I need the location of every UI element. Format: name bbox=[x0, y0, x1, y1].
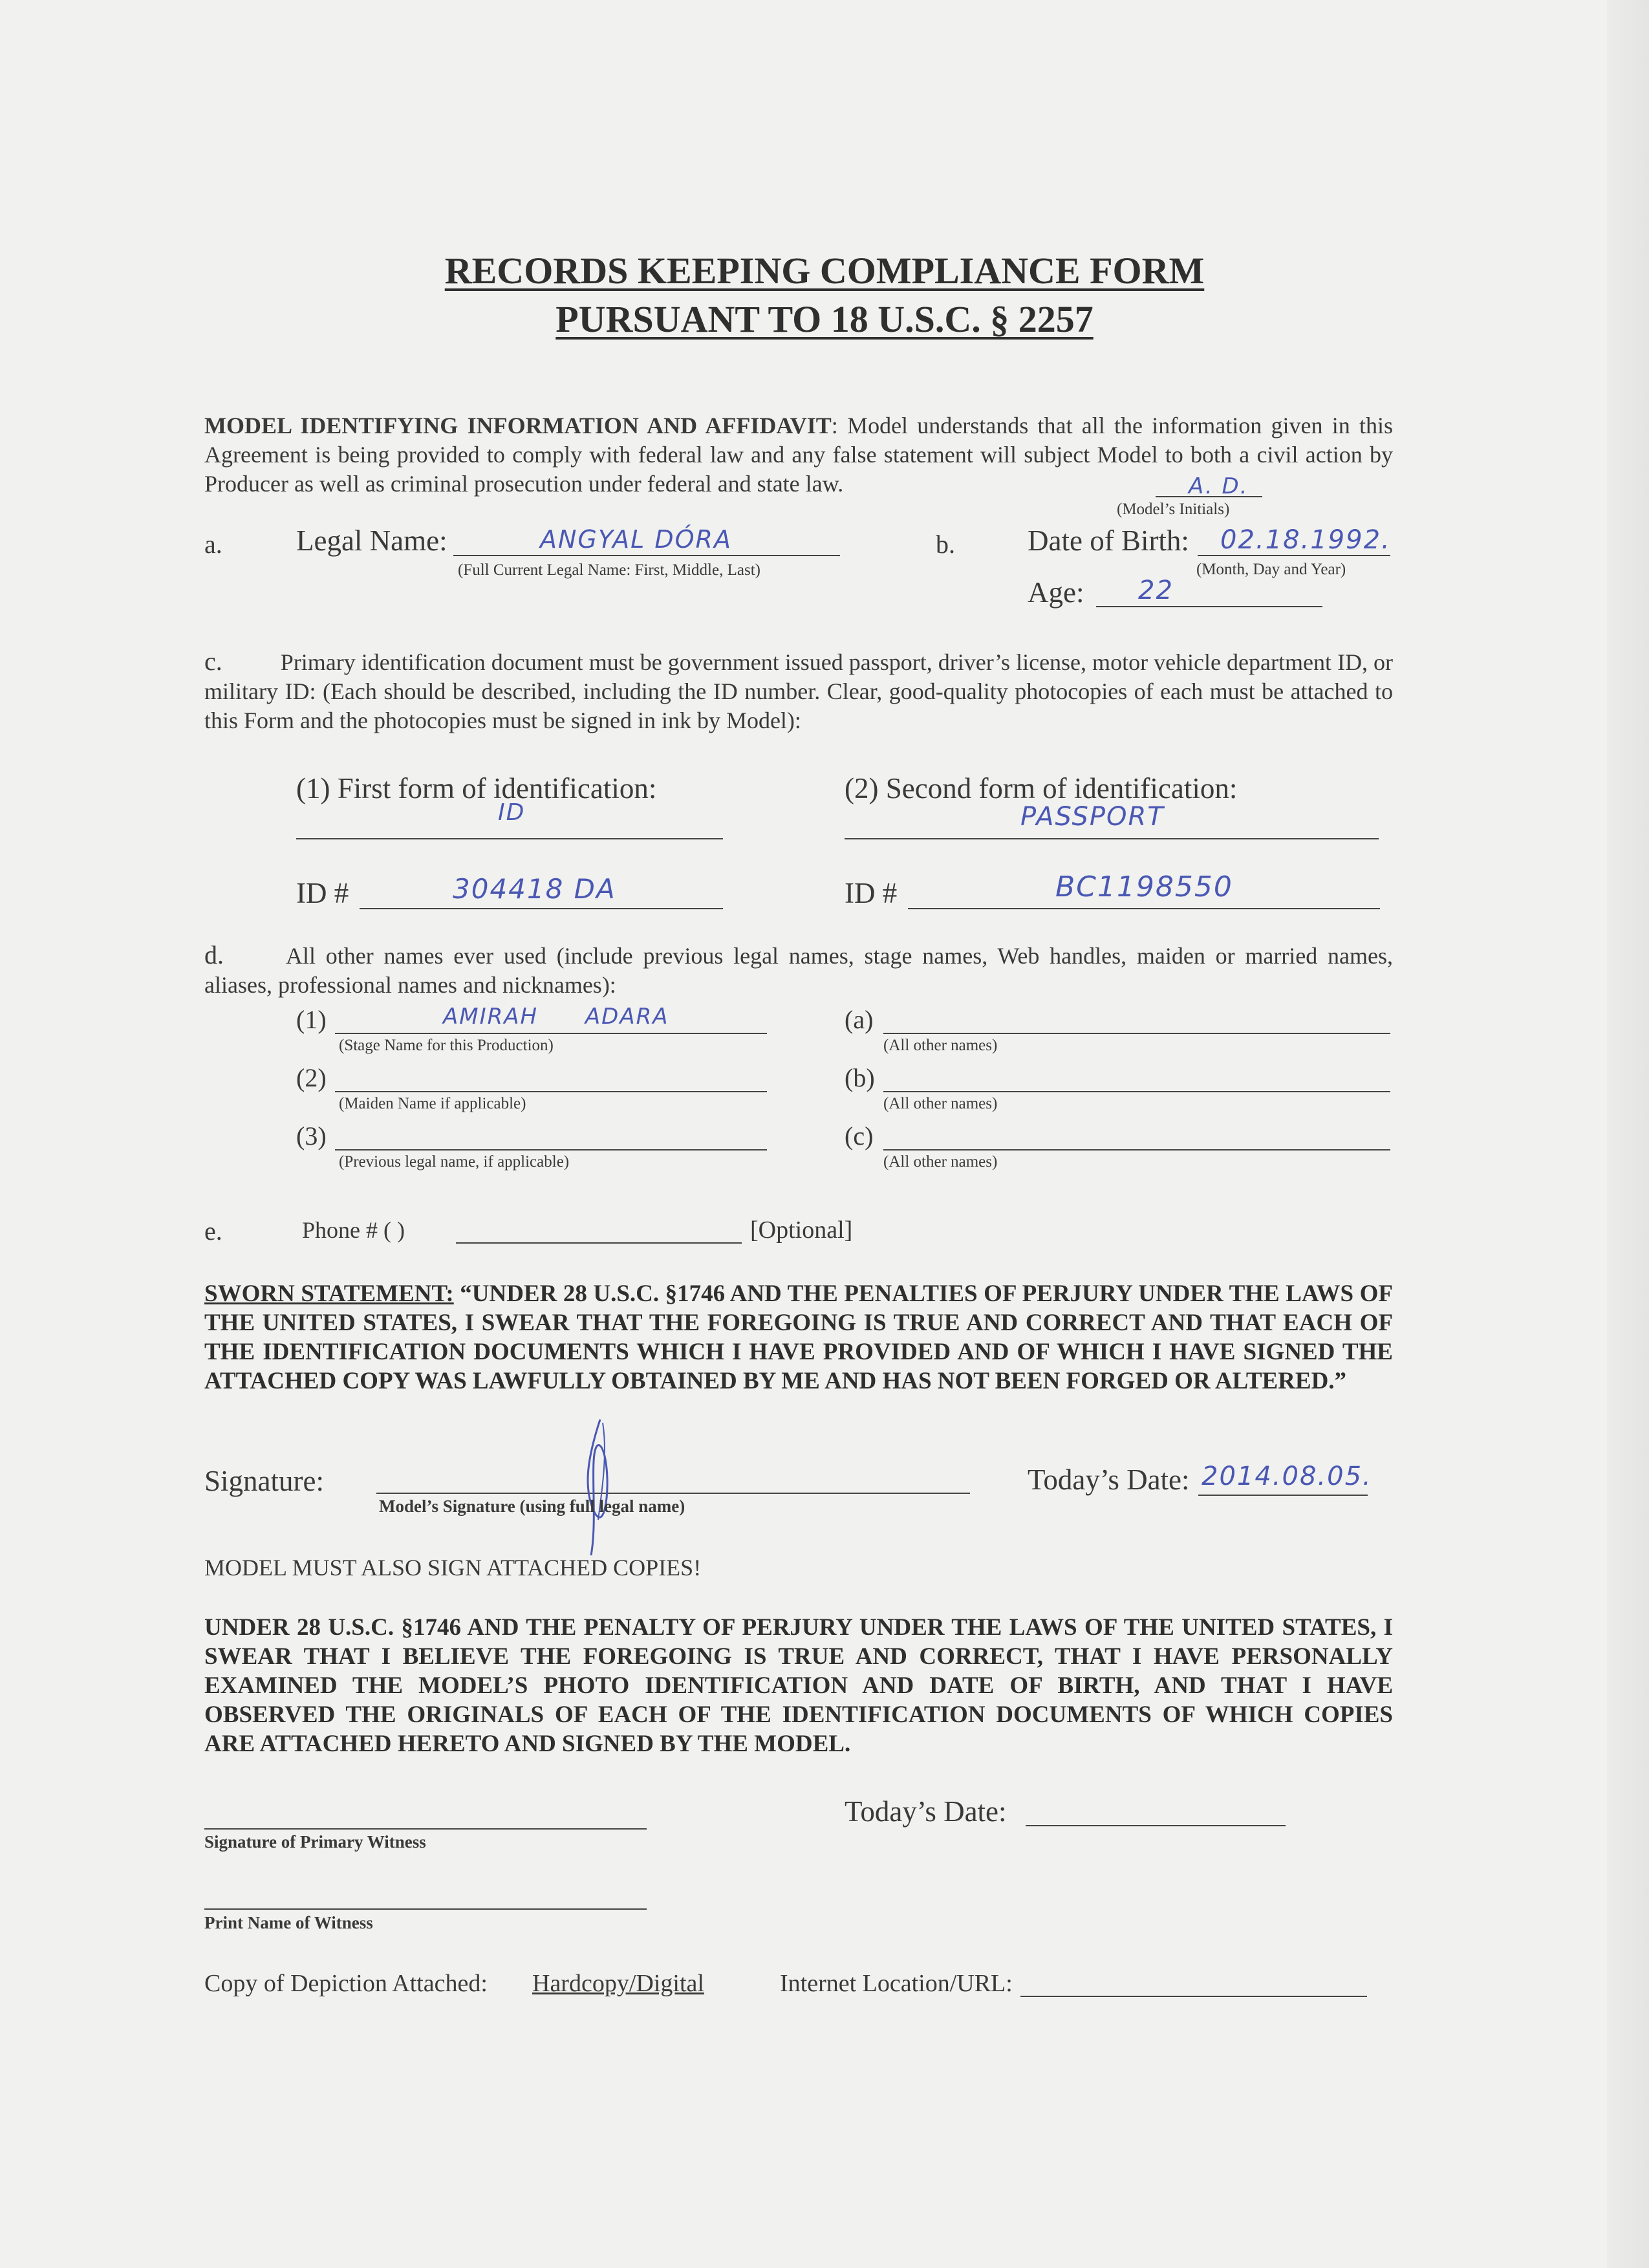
copy-attached-value: Hardcopy/Digital bbox=[532, 1970, 704, 1997]
other-name-c-line[interactable] bbox=[883, 1149, 1390, 1150]
dob-caption: (Month, Day and Year) bbox=[1196, 561, 1346, 578]
second-id-form-line bbox=[845, 838, 1379, 839]
dob-label: Date of Birth: bbox=[1028, 524, 1189, 557]
first-id-number-line bbox=[360, 908, 723, 909]
other-name-1-num: (1) bbox=[296, 1005, 327, 1034]
other-name-a-num: (a) bbox=[845, 1005, 874, 1034]
model-signature bbox=[569, 1416, 627, 1559]
second-id-number-label: ID # bbox=[845, 877, 898, 909]
sign-copies-notice: MODEL MUST ALSO SIGN ATTACHED COPIES! bbox=[204, 1555, 702, 1581]
first-id-form-label: (1) First form of identification: bbox=[296, 772, 657, 805]
second-id-form-value[interactable]: PASSPORT bbox=[1020, 802, 1165, 832]
age-value[interactable]: 22 bbox=[1138, 576, 1174, 605]
other-name-b-num: (b) bbox=[845, 1063, 875, 1092]
second-id-number-line bbox=[908, 908, 1380, 909]
intro-heading: MODEL IDENTIFYING INFORMATION AND AFFIDAVIT bbox=[204, 413, 832, 438]
signature-label: Signature: bbox=[204, 1465, 324, 1497]
intro-text: : Model understands that all the information given in this Agreement is being provided to comply with federal law and any false statement will subject Model to both a civil action by Producer as well as criminal prosecution under federal and state law. bbox=[204, 413, 1393, 497]
other-name-2-line[interactable] bbox=[335, 1091, 767, 1092]
other-name-3-num: (3) bbox=[296, 1121, 327, 1150]
other-name-1-line bbox=[335, 1033, 767, 1034]
section-c-marker: c. bbox=[204, 647, 222, 676]
witness-date-line[interactable] bbox=[1026, 1825, 1286, 1826]
other-name-a-caption: (All other names) bbox=[883, 1037, 998, 1054]
age-line bbox=[1096, 606, 1322, 607]
other-name-1-value[interactable]: AMIRAH ADARA bbox=[443, 1004, 669, 1030]
copy-attached-label: Copy of Depiction Attached: bbox=[204, 1970, 488, 1997]
internet-url-label: Internet Location/URL: bbox=[780, 1970, 1013, 1997]
second-id-number-value[interactable]: BC1198550 bbox=[1055, 870, 1233, 903]
witness-print-name-line[interactable] bbox=[204, 1908, 647, 1910]
signature-date-label: Today’s Date: bbox=[1028, 1463, 1190, 1496]
section-d-paragraph bbox=[204, 940, 1393, 1000]
phone-optional: [Optional] bbox=[750, 1216, 853, 1244]
sworn-text: “UNDER 28 U.S.C. §1746 AND THE PENALTIES OF PERJURY UNDER THE LAWS OF THE UNITED STATES, I SWEAR THAT THE FOREGOING IS TRUE AND CORRECT AND THAT EACH OF THE IDENTIFICATION DOCUMENTS WHICH I HAVE PROVIDED AND OF WHICH I HAVE SIGNED THE ATTACHED COPY WAS LAWFULLY OBTAINED BY ME AND HAS NOT BEEN FORGED OR ALTERED.” bbox=[204, 1280, 1393, 1394]
section-b-marker: b. bbox=[936, 530, 955, 559]
signature-line[interactable] bbox=[376, 1493, 970, 1494]
witness-statement: UNDER 28 U.S.C. §1746 AND THE PENALTY OF PERJURY UNDER THE LAWS OF THE UNITED STATES, I SWEAR THAT I BELIEVE THE FOREGOING IS TRUE AND CORRECT, THAT I HAVE PERSONALLY EXAMINED THE MODEL’S PHOTO IDENTIFICATION AND DATE OF BIRTH, AND THAT I HAVE OBSERVED THE ORIGINALS OF EACH OF THE IDENTIFICATION DOCUMENTS OF WHICH COPIES ARE ATTACHED HERETO AND SIGNED BY THE MODEL. bbox=[204, 1614, 1393, 1757]
form-title-line1: RECORDS KEEPING COMPLIANCE FORM bbox=[444, 250, 1205, 292]
other-name-1-caption: (Stage Name for this Production) bbox=[339, 1037, 554, 1054]
other-name-c-caption: (All other names) bbox=[883, 1153, 998, 1171]
other-name-2-caption: (Maiden Name if applicable) bbox=[339, 1095, 526, 1112]
sworn-heading: SWORN STATEMENT: bbox=[204, 1280, 454, 1307]
initials-value[interactable]: A. D. bbox=[1189, 473, 1249, 499]
legal-name-value[interactable]: ANGYAL DÓRA bbox=[540, 525, 732, 554]
other-name-c-num: (c) bbox=[845, 1121, 874, 1150]
internet-url-line[interactable] bbox=[1020, 1996, 1367, 1997]
first-id-number-value[interactable]: 304418 DA bbox=[453, 873, 616, 905]
other-name-2-num: (2) bbox=[296, 1063, 327, 1092]
phone-line[interactable] bbox=[456, 1242, 742, 1244]
other-name-b-line[interactable] bbox=[883, 1091, 1390, 1092]
legal-name-caption: (Full Current Legal Name: First, Middle, Last) bbox=[458, 561, 760, 579]
witness-date-label: Today’s Date: bbox=[845, 1795, 1007, 1828]
first-id-number-label: ID # bbox=[296, 877, 349, 909]
section-d-marker: d. bbox=[204, 940, 224, 969]
first-id-form-value[interactable]: ID bbox=[498, 799, 526, 826]
other-name-b-caption: (All other names) bbox=[883, 1095, 998, 1112]
legal-name-label: Legal Name: bbox=[296, 524, 447, 557]
section-c-text: Primary identification document must be government issued passport, driver’s license, motor vehicle department ID, or military ID: (Each should be described, including the ID number. Clear, good-quality photocopies of each must be attached to this Form and the photocopies must be signed in ink by Model): bbox=[204, 649, 1393, 733]
second-id-form-label: (2) Second form of identification: bbox=[845, 772, 1238, 805]
section-e-marker: e. bbox=[204, 1216, 222, 1246]
other-name-3-caption: (Previous legal name, if applicable) bbox=[339, 1153, 570, 1171]
age-label: Age: bbox=[1028, 576, 1084, 609]
section-a-marker: a. bbox=[204, 530, 222, 559]
sworn-statement bbox=[204, 1279, 1393, 1396]
phone-label: Phone # ( ) bbox=[302, 1217, 405, 1243]
dob-line bbox=[1198, 555, 1390, 556]
dob-value[interactable]: 02.18.1992. bbox=[1220, 525, 1391, 555]
other-name-3-line[interactable] bbox=[335, 1149, 767, 1150]
witness-signature-caption: Signature of Primary Witness bbox=[204, 1832, 426, 1852]
signature-date-value[interactable]: 2014.08.05. bbox=[1202, 1462, 1372, 1491]
section-d-text: All other names ever used (include previous legal names, stage names, Web handles, maiden or married names, aliases, professional names and nicknames): bbox=[204, 943, 1393, 998]
signature-caption: Model’s Signature (using full legal name) bbox=[379, 1496, 685, 1516]
initials-caption: (Model’s Initials) bbox=[1117, 501, 1230, 518]
first-id-form-line bbox=[296, 838, 723, 839]
other-name-a-line[interactable] bbox=[883, 1033, 1390, 1034]
section-c-paragraph bbox=[204, 647, 1393, 735]
legal-name-line bbox=[453, 555, 840, 556]
witness-print-name-caption: Print Name of Witness bbox=[204, 1913, 373, 1932]
signature-date-line bbox=[1198, 1495, 1368, 1496]
form-title-line2: PURSUANT TO 18 U.S.C. § 2257 bbox=[555, 298, 1094, 340]
witness-signature-line[interactable] bbox=[204, 1828, 647, 1830]
